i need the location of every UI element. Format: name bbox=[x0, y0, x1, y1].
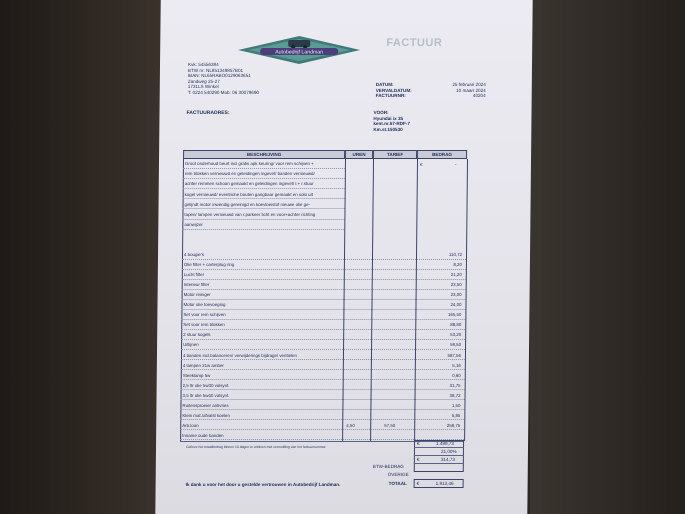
background-right bbox=[530, 0, 685, 514]
other-label: OVERIGE bbox=[387, 472, 409, 477]
description-rule bbox=[183, 168, 345, 169]
invoice-paper bbox=[155, 0, 532, 514]
item-amount: 587,56 bbox=[447, 352, 461, 358]
thank-you-note: Ik dank u voor het door u gestelde vertrouwen in Autobedrijf Landman. bbox=[185, 482, 341, 487]
item-description: Set voor rem blokken bbox=[183, 322, 225, 328]
item-amount: 38,72 bbox=[449, 392, 461, 398]
btw-euro: € bbox=[416, 457, 420, 462]
description-line: kogel vernieuwd/ eventriche bouten gangbaar gemaakt en solo uit bbox=[184, 191, 313, 197]
vehicle-model: Hyundai ix 35 bbox=[373, 115, 404, 121]
table-border-right bbox=[464, 159, 468, 441]
total-label: TOTAAL bbox=[388, 481, 407, 486]
logo-text: Autobedrijf Landman bbox=[275, 49, 324, 56]
date-value: 25 februari 2024 bbox=[452, 82, 486, 87]
totals-line-2 bbox=[414, 455, 464, 456]
company-street: Zandweg 25-27 bbox=[187, 78, 220, 84]
header-amount: BEDRAG bbox=[417, 150, 467, 159]
date-label: DATUM: bbox=[375, 82, 394, 87]
due-date-label: VERVALDATUM: bbox=[375, 87, 412, 93]
euro-sign: € bbox=[419, 162, 423, 167]
item-description: Uitlijnen bbox=[183, 342, 199, 348]
item-description: Motor olie toevoeging bbox=[183, 302, 226, 308]
vehicle-mileage: Km.st.150530 bbox=[373, 126, 403, 132]
company-city: 1731LS Winkel bbox=[187, 84, 219, 90]
item-description: Ruitensproeier antivries bbox=[182, 402, 229, 408]
description-rule bbox=[182, 208, 344, 209]
description-line: tapen/ lampen vernieuwd van r.parkeer licht en voor+achter richting bbox=[184, 212, 316, 217]
description-line: rem blokken vernieuwd en geleidingen ingevet/ banden vernieuwd/ bbox=[184, 171, 315, 177]
description-line: Groot onderhoud beurt incl gratis apk keuring/ voor rem schijven + bbox=[184, 161, 314, 166]
subtotal-value: 1.499,73 bbox=[436, 441, 454, 446]
subtotal-euro: € bbox=[417, 441, 420, 446]
document-title: FACTUUR bbox=[386, 37, 443, 49]
billing-address-label: FACTUURADRES: bbox=[186, 110, 230, 116]
btw-label: BTW-BEDRAG bbox=[372, 464, 404, 469]
item-amount: 21,20 bbox=[450, 272, 462, 278]
header-description: BESCHRIJVING bbox=[183, 150, 345, 159]
item-description: 3,5 ltr olie 5w40 volsynt. bbox=[182, 392, 230, 398]
item-description: Steeklamp 5w bbox=[182, 372, 211, 378]
item-hours: 4,50 bbox=[346, 422, 355, 428]
item-rule bbox=[181, 369, 465, 370]
item-description: Arb.loon bbox=[182, 422, 199, 428]
item-rule bbox=[181, 309, 465, 310]
item-amount: 23,00 bbox=[450, 292, 462, 298]
item-amount: 24,00 bbox=[450, 302, 462, 308]
btw-rate: 21,00% bbox=[440, 449, 457, 454]
item-amount: 0,60 bbox=[452, 372, 461, 378]
invoice-number-value: 40204 bbox=[472, 93, 486, 99]
item-rule bbox=[181, 319, 465, 320]
description-rule bbox=[183, 198, 345, 199]
item-description: 2 stuur kogels bbox=[183, 332, 211, 338]
item-amount: 88,80 bbox=[450, 322, 462, 328]
item-amount: 5,16 bbox=[452, 362, 461, 368]
description-rule bbox=[183, 188, 345, 189]
item-description: 4 bougie's bbox=[184, 252, 204, 257]
description-rule bbox=[182, 229, 344, 230]
invoice-meta bbox=[376, 82, 486, 99]
item-rule bbox=[181, 349, 465, 350]
vehicle-plate: kent.nr.67-RDF-7 bbox=[373, 121, 410, 127]
description-line: achter remmen schoon gemaakt en geleidingen ingevet/ l.+ r.stuur bbox=[184, 181, 314, 187]
btw-amount: 314,73 bbox=[440, 457, 455, 462]
item-rule bbox=[182, 279, 466, 280]
item-rule bbox=[181, 379, 465, 380]
total-value: 1.813,46 bbox=[435, 481, 454, 486]
company-info bbox=[188, 62, 260, 96]
item-amount: 165,50 bbox=[447, 312, 462, 318]
item-amount: 59,50 bbox=[450, 342, 462, 348]
description-rule bbox=[183, 178, 345, 179]
item-description: Olie filter + carterplug ring bbox=[183, 262, 235, 268]
description-rule bbox=[182, 219, 344, 220]
payment-note: Gelieve het totaalbedrag binnen 14 dagen te voldoen met vermelding van het factuurnummer. bbox=[185, 445, 327, 449]
kvk-number: Kvk: 54556384 bbox=[187, 62, 219, 67]
vehicle-info bbox=[373, 110, 410, 132]
totals-line-1 bbox=[414, 447, 464, 448]
description-line: aanwijzer bbox=[184, 222, 203, 228]
item-description: Motor reiniger bbox=[183, 292, 211, 298]
item-rule bbox=[182, 269, 466, 270]
item-rule bbox=[180, 429, 464, 430]
company-logo bbox=[238, 36, 360, 64]
item-description: Inname oude banden bbox=[182, 432, 224, 438]
item-rule bbox=[181, 399, 465, 400]
item-rate: 57,50 bbox=[384, 422, 396, 428]
item-amount: 258,75 bbox=[446, 422, 461, 428]
item-rule bbox=[182, 259, 466, 260]
item-amount: 31,75 bbox=[449, 382, 461, 388]
company-phone: T: 0224 540290 Mob: 06 30079690 bbox=[187, 89, 260, 95]
item-rule bbox=[182, 289, 466, 290]
total-euro: € bbox=[416, 481, 420, 486]
due-date-value: 10 maart 2024 bbox=[456, 87, 486, 93]
euro-dash: - bbox=[454, 162, 457, 167]
invoice-number-label: FACTUURNR: bbox=[375, 93, 406, 99]
item-rule bbox=[181, 389, 465, 390]
item-description: Lucht filter bbox=[183, 272, 205, 278]
item-description: 4 lampen 21w amber bbox=[182, 362, 224, 368]
item-rule bbox=[181, 339, 465, 340]
item-amount: 23,50 bbox=[450, 282, 462, 288]
invoice-table bbox=[180, 150, 468, 490]
description-line: gelijndt motor inwendig gereinigd en koevloeistof nieuwe olie ge- bbox=[184, 201, 311, 207]
item-rule bbox=[181, 329, 465, 330]
header-hours: UREN bbox=[345, 150, 373, 159]
item-amount: 110,72 bbox=[448, 252, 463, 257]
header-rate: TARIEF bbox=[373, 150, 417, 159]
item-amount: 5,85 bbox=[451, 412, 461, 418]
item-amount: 8,20 bbox=[453, 262, 462, 268]
item-amount: 53,20 bbox=[450, 332, 462, 338]
item-description: 2,5 ltr olie 5w30 volsynt. bbox=[182, 382, 230, 388]
for-label: VOOR: bbox=[373, 110, 389, 115]
item-rule bbox=[180, 419, 464, 420]
item-rule bbox=[180, 409, 464, 410]
item-rule bbox=[181, 359, 465, 360]
iban-number: IBAN: NL65RABO0129063651 bbox=[187, 73, 251, 79]
background-left bbox=[0, 0, 160, 514]
item-description: Klein mat./afvalst koelen bbox=[182, 412, 230, 418]
btw-number: BTW nr: NL851349857B01 bbox=[187, 67, 244, 73]
item-rule bbox=[182, 299, 466, 300]
totals-line-3 bbox=[414, 463, 464, 464]
item-amount: 1,50 bbox=[451, 402, 461, 408]
item-description: 4 banden incl.balanceren/ verwijderings bijdrage/ ventielen bbox=[182, 352, 297, 358]
item-description: Interieur filter bbox=[183, 282, 210, 288]
item-description: Set voor rem schijven bbox=[183, 312, 226, 318]
